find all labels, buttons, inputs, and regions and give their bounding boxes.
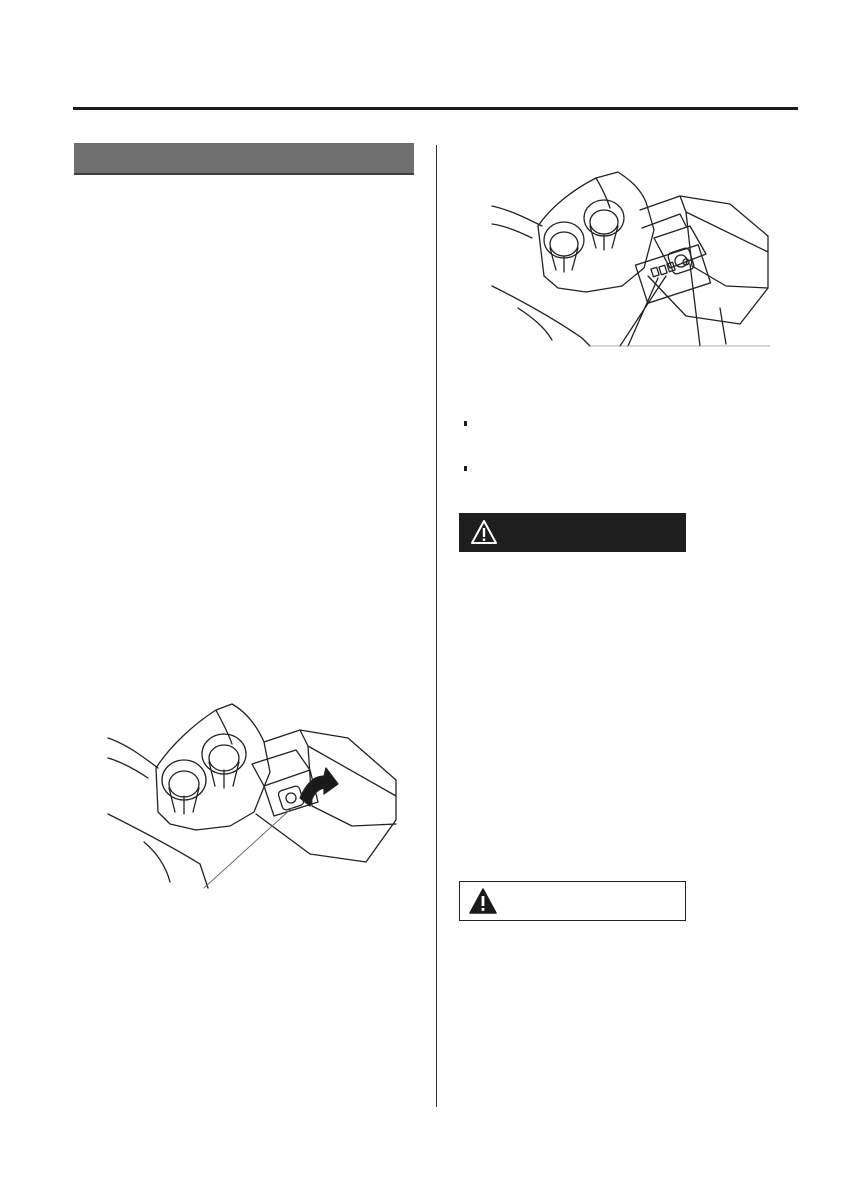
header-rule — [73, 107, 798, 110]
warning-triangle-icon — [468, 887, 498, 915]
caution-box — [459, 513, 686, 552]
bullet-marker — [464, 466, 467, 471]
console-cupholder-lid-open-illustration — [104, 702, 400, 890]
warning-box — [459, 881, 686, 921]
caution-triangle-icon — [470, 519, 498, 545]
console-usb-figure — [490, 168, 770, 348]
bullet-marker — [464, 421, 467, 426]
section-heading-bar — [74, 143, 414, 175]
column-divider — [436, 145, 437, 1107]
console-lid-figure — [104, 702, 400, 890]
console-cupholder-usb-ports-illustration — [490, 168, 770, 348]
